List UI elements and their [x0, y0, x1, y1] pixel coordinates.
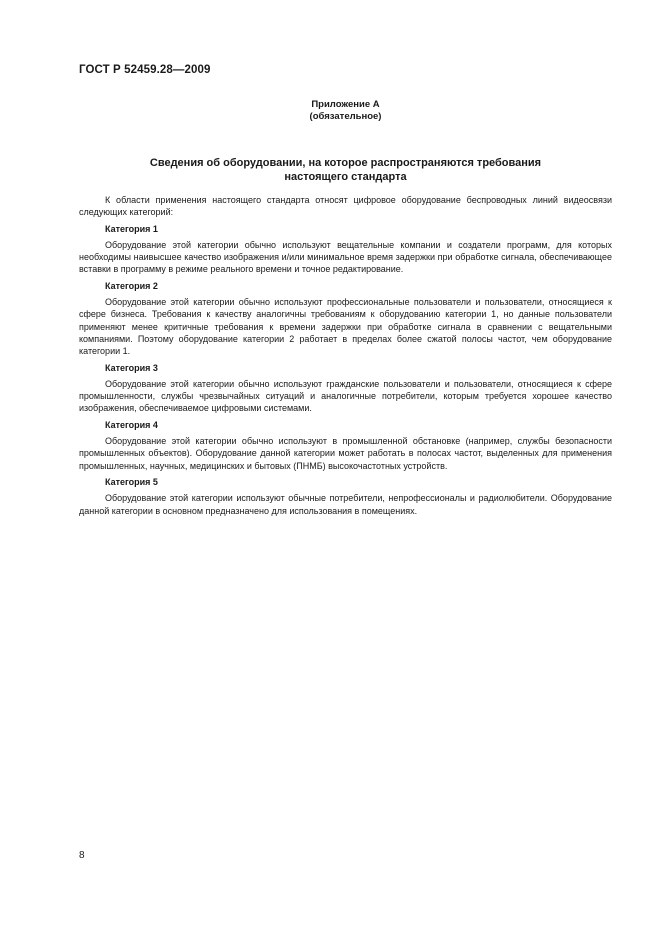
section-title-line-2: настоящего стандарта	[284, 171, 407, 183]
category-5-heading: Категория 5	[105, 476, 158, 487]
section-title-line-1: Сведения об оборудовании, на которое распространяются требования	[149, 157, 542, 169]
category-5-paragraph: Оборудование этой категории используют обычные потребители, непрофессионалы и радиолюбители. Оборудование данной категории в основном предназначено для использования в помещениях.	[79, 493, 612, 516]
category-1-paragraph: Оборудование этой категории обычно используют вещательные компании и создатели программ, для которых необходимы наивысшее качество изображения и/или минимальное время задержки при обработке сигнала, обеспечивающее вставки в программу в режиме реального времени и точное редактирование.	[79, 239, 612, 275]
category-1-heading: Категория 1	[105, 223, 158, 234]
page-number: 8	[79, 850, 85, 861]
category-3-heading: Категория 3	[105, 362, 158, 373]
category-4-paragraph: Оборудование этой категории обычно используют в промышленной обстановке (например, службы безопасности промышленных объектов). Оборудование данной категории может работать в полосах частот, выделенных для применения промышленных, научных, медицинских и бытовых (ПНМБ) высокочастотных устройств.	[79, 436, 612, 471]
category-2-paragraph: Оборудование этой категории обычно используют профессиональные пользователи и пользователи, относящиеся к сфере бизнеса. Требования к качеству аналогичны требованиям к оборудованию категории 1, но данные пользователи применяют менее критичные требования к времени задержки при обработке сигнала в сравнении с вещательными компаниями. Поэтому оборудование категории 2 работает в пределах более сжатой полосы частот, чем оборудование категории 1.	[79, 297, 612, 357]
appendix-heading	[79, 99, 612, 123]
document-body	[79, 194, 612, 521]
appendix-title: Приложение А	[311, 99, 380, 110]
section-title	[79, 156, 612, 184]
category-3-paragraph: Оборудование этой категории обычно используют гражданские пользователи и пользователи, относящиеся к сфере промышленности, службы чрезвычайных ситуаций и аналогичные потребители, которым требуется хорошее качество изображения, обеспечиваемое цифровыми системами.	[79, 378, 612, 414]
category-4-heading: Категория 4	[105, 419, 158, 430]
intro-paragraph: К области применения настоящего стандарта относят цифровое оборудование беспроводных линий видеосвязи следующих категорий:	[79, 195, 612, 218]
appendix-status: (обязательное)	[309, 111, 382, 122]
category-2-heading: Категория 2	[105, 280, 158, 291]
document-code-header: ГОСТ Р 52459.28—2009	[79, 64, 211, 76]
